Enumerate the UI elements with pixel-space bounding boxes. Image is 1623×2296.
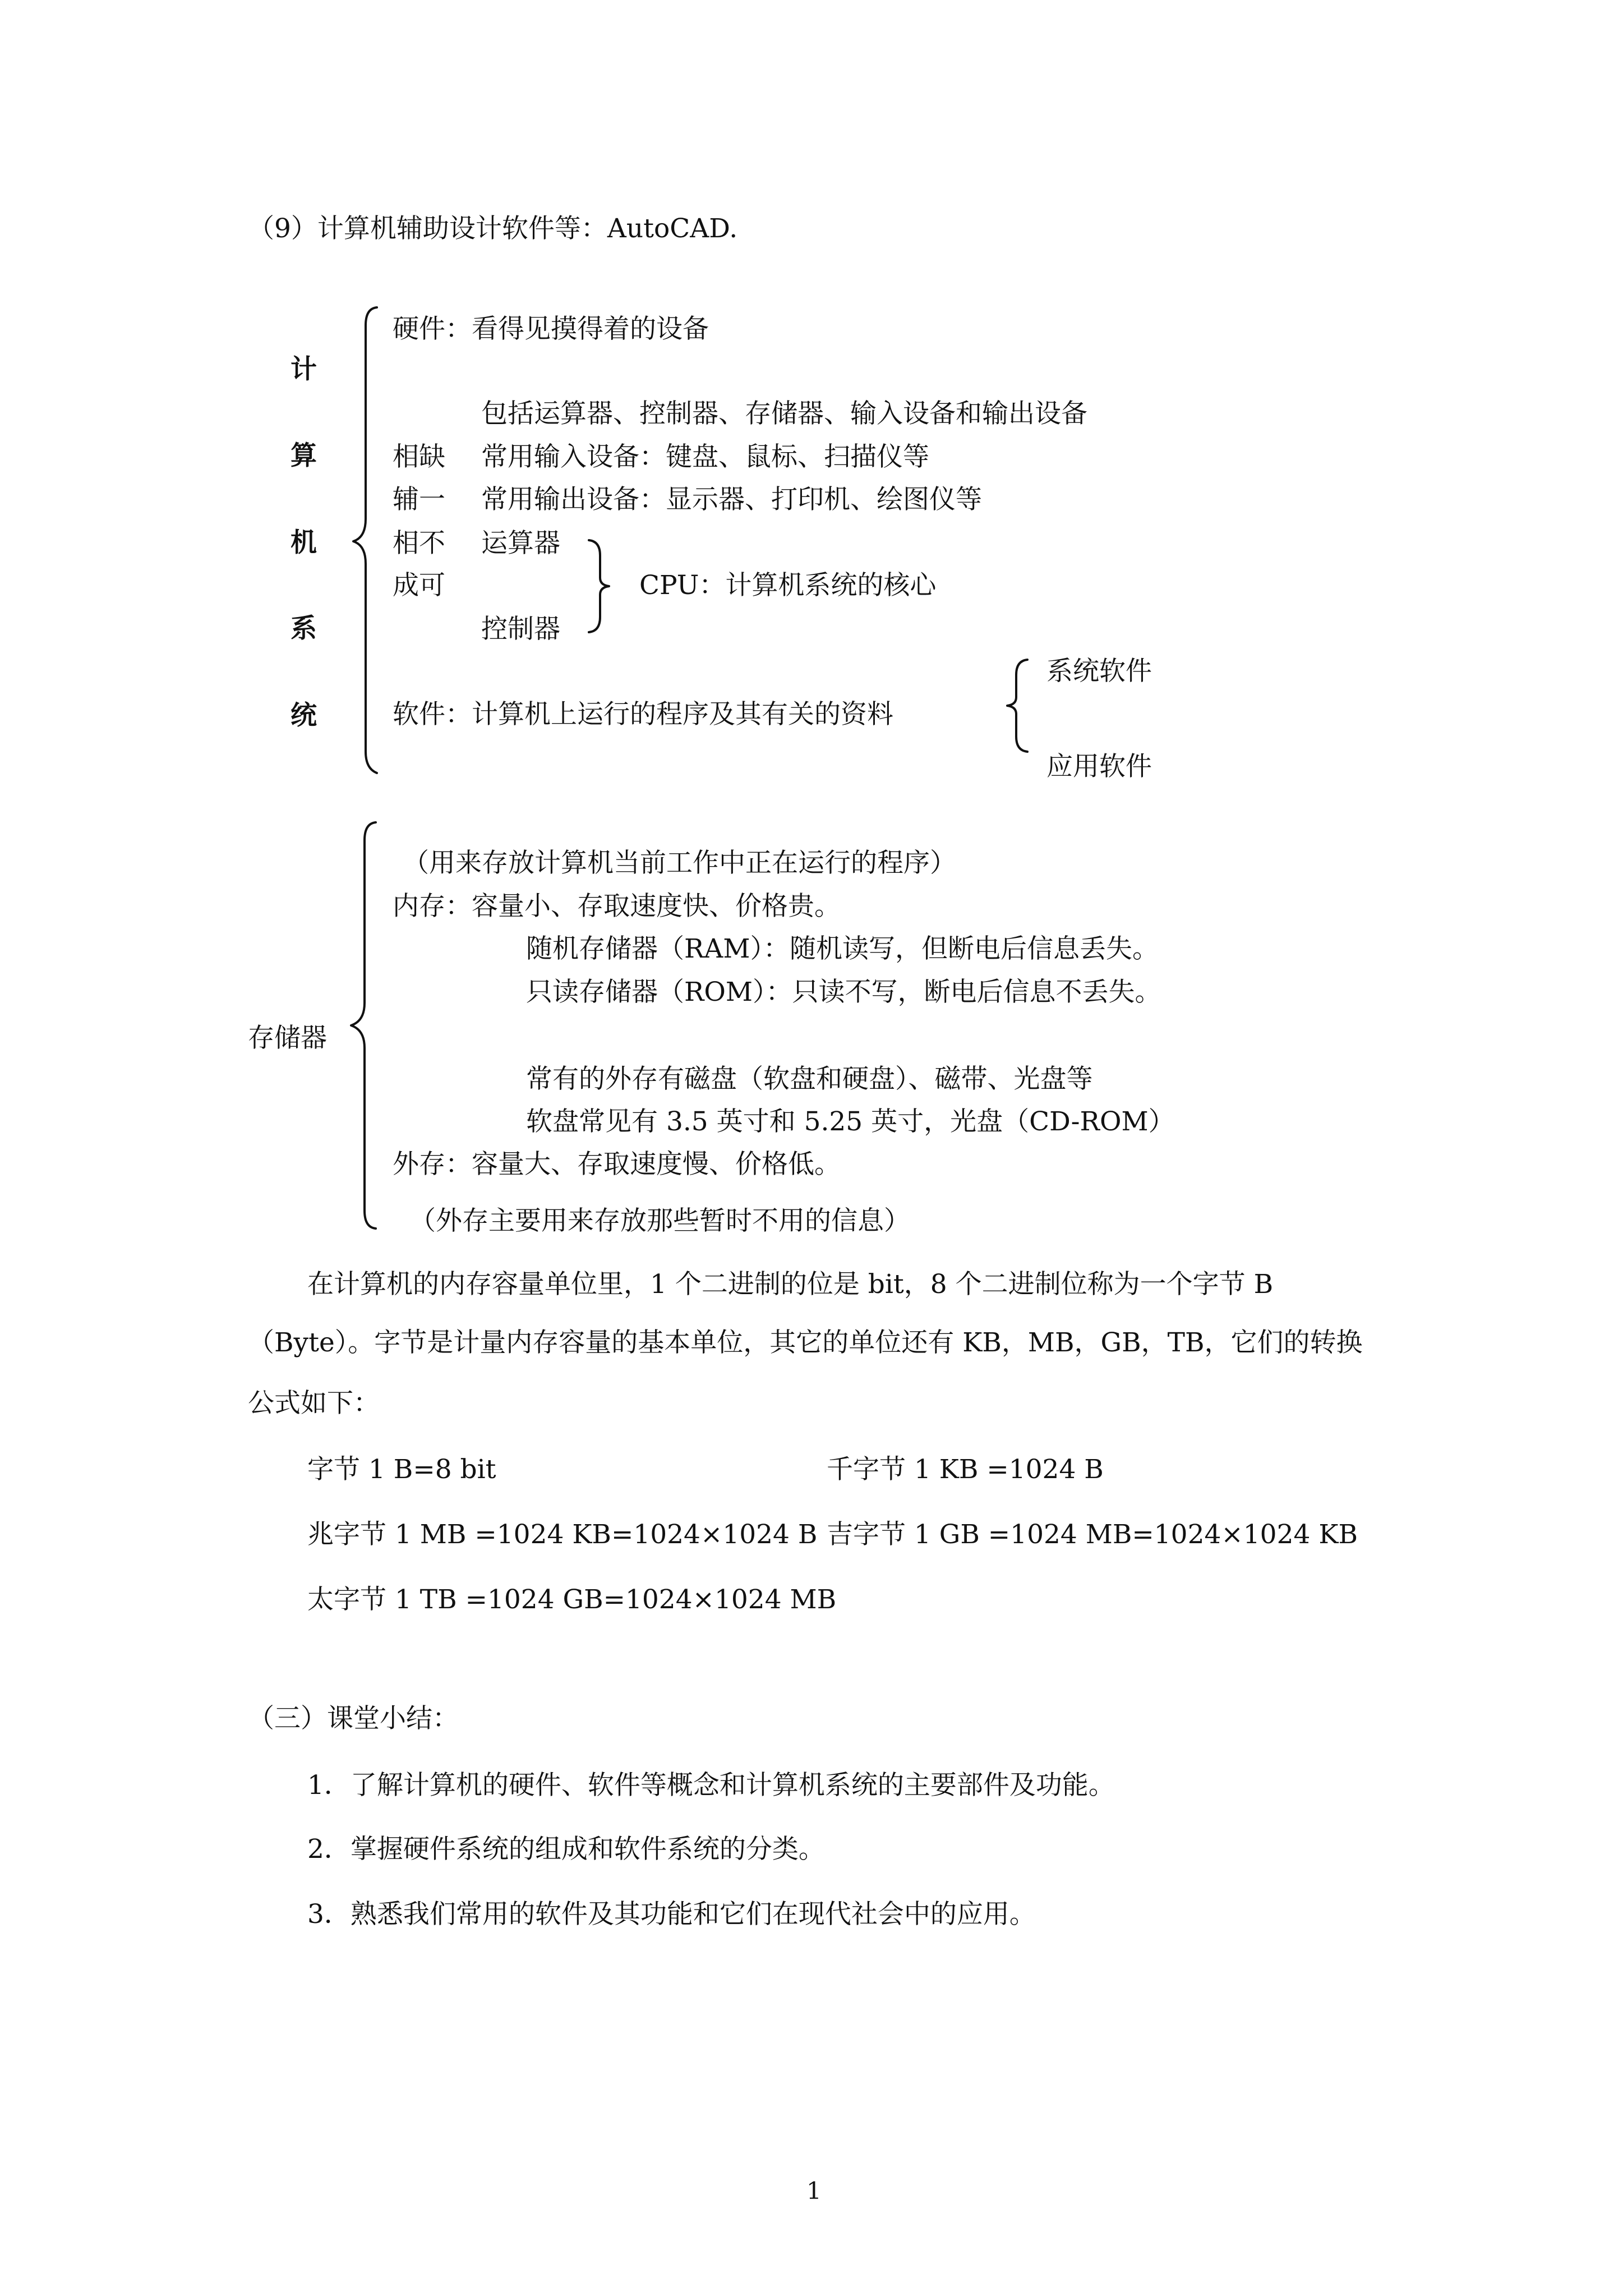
summary-item-2: 2．掌握硬件系统的组成和软件系统的分类。 — [307, 1834, 825, 1865]
external-storage-types: 常有的外存有磁盘（软盘和硬盘）、磁带、光盘等 — [526, 1064, 1093, 1094]
units-paragraph-line-1: 在计算机的内存容量单位里，1 个二进制的位是 bit，8 个二进制位称为一个字节 B — [307, 1269, 1274, 1300]
summary-item-3: 3．熟悉我们常用的软件及其功能和它们在现代社会中的应用。 — [307, 1899, 1036, 1930]
external-memory: 外存：容量大、存取速度慢、价格低。 — [393, 1149, 841, 1180]
external-purpose-note: （外存主要用来存放那些暂时不用的信息） — [409, 1205, 910, 1236]
ram-purpose-note: （用来存放计算机当前工作中正在运行的程序） — [403, 848, 956, 878]
alu-label: 运算器 — [481, 528, 560, 559]
software-brace — [999, 655, 1033, 756]
system-title-char-1: 计 — [291, 354, 317, 385]
hardware-definition: 硬件：看得见摸得着的设备 — [393, 314, 709, 344]
unit-kilobyte: 千字节 1 KB =1024 B — [827, 1454, 1104, 1485]
cpu-brace — [583, 536, 617, 637]
unit-byte: 字节 1 B=8 bit — [307, 1454, 496, 1485]
floppy-cd-sizes: 软盘常见有 3.5 英寸和 5.25 英寸，光盘（CD-ROM） — [526, 1106, 1175, 1137]
system-title-char-4: 系 — [291, 613, 317, 644]
application-software: 应用软件 — [1046, 751, 1152, 782]
system-title-char-5: 统 — [291, 700, 317, 731]
unit-megabyte: 兆字节 1 MB =1024 KB=1024×1024 B — [307, 1519, 818, 1550]
system-title-char-2: 算 — [291, 440, 317, 471]
storage-brace — [341, 818, 386, 1233]
controller-label: 控制器 — [481, 614, 560, 645]
units-paragraph-line-3: 公式如下： — [248, 1388, 380, 1419]
summary-item-1: 1．了解计算机的硬件、软件等概念和计算机系统的主要部件及功能。 — [307, 1770, 1115, 1801]
side-label-2: 辅一 — [393, 484, 445, 515]
summary-heading: （三）课堂小结： — [248, 1703, 459, 1734]
system-brace — [343, 303, 388, 780]
system-title-char-3: 机 — [291, 527, 317, 558]
unit-gigabyte: 吉字节 1 GB =1024 MB=1024×1024 KB — [827, 1519, 1358, 1550]
output-devices: 常用输出设备：显示器、打印机、绘图仪等 — [481, 484, 982, 515]
side-label-3: 相不 — [393, 528, 445, 559]
unit-terabyte: 太字节 1 TB =1024 GB=1024×1024 MB — [307, 1584, 837, 1615]
side-label-1: 相缺 — [393, 441, 445, 472]
rom-description: 只读存储器（ROM）：只读不写，断电后信息不丢失。 — [526, 977, 1161, 1007]
ram-description: 随机存储器（RAM）：随机读写，但断电后信息丢失。 — [526, 933, 1159, 964]
software-definition: 软件：计算机上运行的程序及其有关的资料 — [393, 699, 893, 730]
hardware-components: 包括运算器、控制器、存储器、输入设备和输出设备 — [481, 398, 1087, 429]
side-label-4: 成可 — [393, 570, 445, 601]
units-paragraph-line-2: （Byte）。字节是计量内存容量的基本单位，其它的单位还有 KB，MB，GB，TB，它们的转换 — [248, 1327, 1363, 1358]
cad-software-line: （9）计算机辅助设计软件等：AutoCAD. — [248, 213, 738, 244]
cpu-description: CPU：计算机系统的核心 — [639, 570, 937, 601]
input-devices: 常用输入设备：键盘、鼠标、扫描仪等 — [481, 441, 929, 472]
storage-label: 存储器 — [248, 1023, 327, 1053]
page-number: 1 — [806, 2177, 822, 2205]
internal-memory: 内存：容量小、存取速度快、价格贵。 — [393, 891, 841, 922]
system-software: 系统软件 — [1046, 656, 1152, 687]
